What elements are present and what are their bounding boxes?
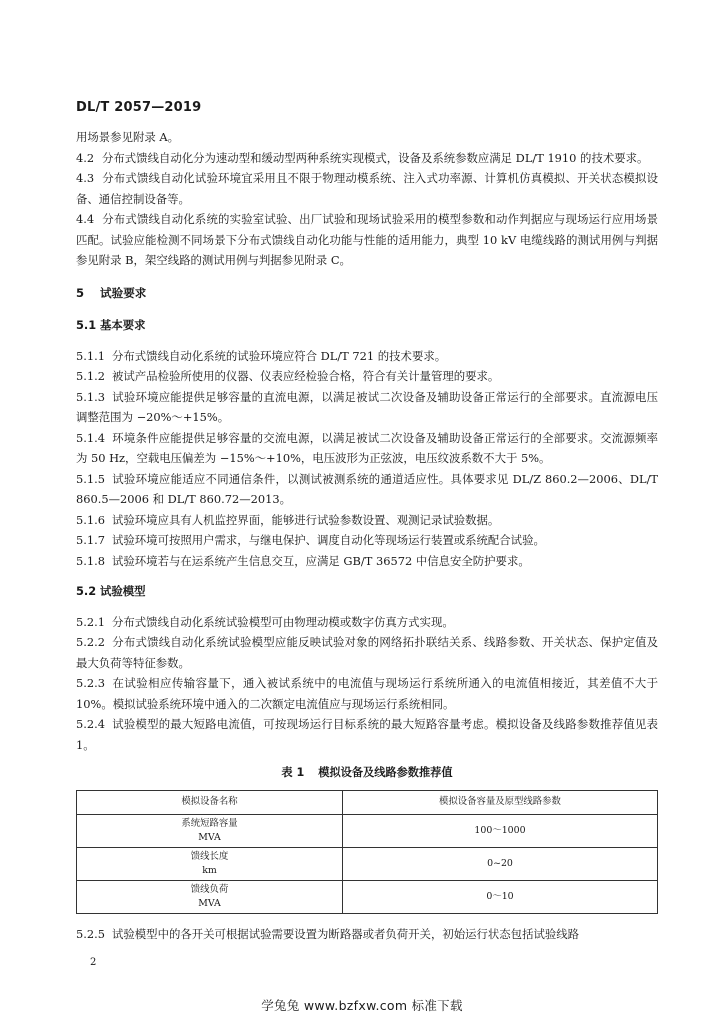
device-name: 系统短路容量: [181, 817, 238, 829]
table-header-row: [77, 790, 658, 814]
clause-number: 4.2: [76, 150, 95, 165]
device-unit: km: [202, 864, 217, 876]
clause-text: 分布式馈线自动化系统试验模型应能反映试验对象的网络拓扑联结关系、线路参数、开关状态、保护定值及最大负荷等特征参数。: [76, 635, 658, 670]
clause-number: 5.2.1: [76, 614, 105, 629]
clause-number: 4.3: [76, 171, 95, 185]
clause-5-1-7: [76, 530, 658, 551]
device-name-cell: [77, 880, 343, 913]
clause-5-2-3: [76, 673, 658, 714]
column-header-device-name: 模拟设备名称: [77, 790, 343, 814]
document-body: [76, 127, 658, 944]
subsection-number: 5.1: [76, 318, 97, 332]
clause-text: 环境条件应能提供足够容量的交流电源，以满足被试二次设备及辅助设备正常运行的全部要求。交流源频率为 50 Hz，空载电压偏差为 −15%～+10%，电压波形为正弦波，电压纹波系数不大于 5%。: [76, 430, 658, 465]
clause-5-2-2: [76, 632, 658, 673]
clause-text: 试验环境若与在运系统产生信息交互，应满足 GB/T 36572 中信息安全防护要求。: [112, 553, 530, 568]
table-row: [77, 814, 658, 847]
clause-4-3: [76, 168, 658, 209]
parameters-table: [76, 790, 658, 914]
clause-number: 5.1.3: [76, 389, 105, 404]
clause-5-1-4: [76, 428, 658, 469]
column-header-parameters: 模拟设备容量及原型线路参数: [343, 790, 658, 814]
clause-text: 试验模型中的各开关可根据试验需要设置为断路器或者负荷开关，初始运行状态包括试验线路: [112, 926, 580, 941]
document-id: DL/T 2057—2019: [76, 100, 202, 115]
parameter-value-cell: 0~20: [343, 847, 658, 880]
clause-text: 试验环境应具有人机监控界面，能够进行试验参数设置、观测记录试验数据。: [112, 512, 500, 527]
table-number: 表 1: [281, 766, 305, 779]
clause-number: 5.1.4: [76, 430, 105, 445]
subsection-number: 5.2: [76, 584, 97, 598]
clause-4-4: [76, 209, 658, 271]
clause-number: 5.1.5: [76, 471, 105, 486]
clause-5-1-8: [76, 551, 658, 572]
device-name: 馈线负荷: [190, 883, 229, 895]
clause-text: 在试验相应传输容量下，通入被试系统中的电流值与现场运行系统所通入的电流值相接近，其差值不大于 10%。模拟试验系统环境中通入的二次额定电流值应与现场运行系统相同。: [76, 676, 658, 711]
clause-number: 5.1.1: [76, 348, 105, 363]
subsection-title: 试验模型: [100, 584, 146, 598]
clause-number: 5.1.8: [76, 553, 105, 568]
subsection-title: 基本要求: [100, 318, 146, 332]
paragraph: 用场景参见附录 A。: [76, 130, 179, 144]
clause-text: 试验模型的最大短路电流值，可按现场运行目标系统的最大短路容量考虑。模拟设备及线路参数推荐值见表 1。: [76, 717, 658, 752]
clause-text: 分布式馈线自动化试验环境宜采用且不限于物理动模系统、注入式功率源、计算机仿真模拟、开关状态模拟设备、通信控制设备等。: [76, 171, 658, 206]
clause-text: 试验环境应能提供足够容量的直流电源，以满足被试二次设备及辅助设备正常运行的全部要求。直流源电压调整范围为 −20%～+15%。: [76, 389, 658, 424]
clause-text: 分布式馈线自动化分为速动型和缓动型两种系统实现模式，设备及系统参数应满足 DL/T 1910 的技术要求。: [102, 150, 649, 165]
parameter-value-cell: 100～1000: [343, 814, 658, 847]
clause-number: 5.1.2: [76, 369, 105, 383]
parameter-value-cell: 0～10: [343, 880, 658, 913]
clause-5-2-5: [76, 924, 658, 945]
clause-5-1-2: [76, 366, 658, 387]
device-name-cell: [77, 814, 343, 847]
clause-5-1-3: [76, 387, 658, 428]
clause-text: 分布式馈线自动化系统的试验环境应符合 DL/T 721 的技术要求。: [112, 348, 447, 363]
device-name-cell: [77, 847, 343, 880]
clause-number: 5.1.7: [76, 533, 105, 547]
clause-5-2-4: [76, 714, 658, 755]
clause-number: 5.2.2: [76, 635, 105, 649]
clause-text: 被试产品检验所使用的仪器、仪表应经检验合格，符合有关计量管理的要求。: [112, 369, 500, 383]
clause-4-2: [76, 148, 658, 169]
subsection-heading: [76, 315, 658, 336]
clause-5-2-1: [76, 612, 658, 633]
clause-number: 5.2.4: [76, 717, 105, 731]
device-unit: MVA: [198, 897, 221, 909]
clause-5-1-5: [76, 469, 658, 510]
table-row: [77, 880, 658, 913]
device-unit: MVA: [198, 831, 221, 843]
clause-5-1-1: [76, 346, 658, 367]
clause-number: 4.4: [76, 212, 95, 226]
clause-text: 分布式馈线自动化系统试验模型可由物理动模或数字仿真方式实现。: [112, 614, 454, 629]
section-heading: [76, 283, 658, 304]
clause-text: 分布式馈线自动化系统的实验室试验、出厂试验和现场试验采用的模型参数和动作判据应与现场运行应用场景匹配。试验应能检测不同场景下分布式馈线自动化功能与性能的适用能力，典型 10 kV 电缆线路的测试用例与判据参见附录 B，架空线路的测试用例与判据参见附录 C。: [76, 212, 658, 267]
table-caption: [76, 763, 658, 784]
clause-number: 5.2.3: [76, 676, 105, 690]
clause-text: 试验环境应能适应不同通信条件，以测试被测系统的通道适应性。具体要求见 DL/Z 860.2—2006、DL/T 860.5—2006 和 DL/T 860.72—2013。: [76, 471, 658, 506]
table-title: 模拟设备及线路参数推荐值: [318, 766, 453, 779]
clause-text: 试验环境可按照用户需求，与继电保护、调度自动化等现场运行装置或系统配合试验。: [112, 533, 545, 547]
clause-number: 5.1.6: [76, 512, 105, 527]
subsection-heading: [76, 581, 658, 602]
device-name: 馈线长度: [190, 850, 229, 862]
footer-watermark: 学兔兔 www.bzfxw.com 标准下载: [261, 998, 463, 1013]
page-number: 2: [90, 957, 97, 968]
clause-5-1-6: [76, 510, 658, 531]
clause-number: 5.2.5: [76, 926, 105, 941]
section-title: 试验要求: [100, 285, 147, 300]
table-row: [77, 847, 658, 880]
section-number: 5: [76, 285, 85, 300]
